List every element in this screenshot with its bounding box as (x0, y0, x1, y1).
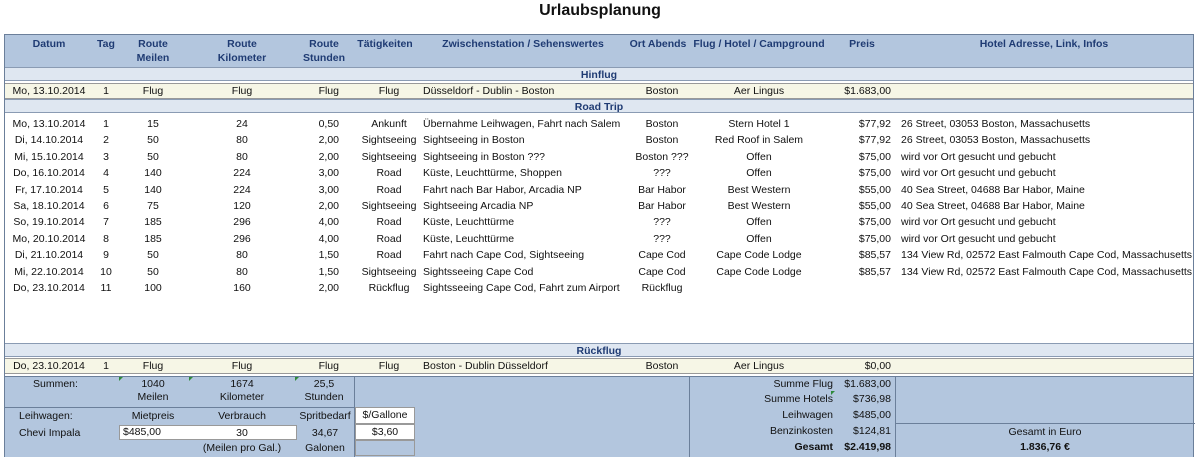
cell-flug-hotel: Red Roof in Salem (714, 134, 804, 147)
cell-stunden: 4,00 (318, 216, 339, 229)
cell-tag: 10 (100, 265, 112, 278)
cell-preis: $77,92 (858, 118, 891, 130)
cell-flug-hotel: Aer Lingus (733, 360, 785, 372)
cell-km: Flug (231, 85, 253, 97)
header-preis: Preis (849, 38, 875, 50)
table-row (5, 83, 1193, 99)
header-taetigkeiten: Tätigkeiten (357, 38, 413, 50)
cell-adresse: 26 Street, 03053 Boston, Massachusetts (901, 118, 1091, 130)
cell-taetigkeit: Ankunft (371, 118, 407, 130)
verbrauch-label: Verbrauch (218, 410, 266, 422)
cell-km: 80 (236, 265, 248, 278)
comment-marker (295, 377, 299, 381)
cell-stunden: Flug (318, 85, 339, 97)
cell-flug-hotel: Offen (746, 150, 772, 163)
cell-datum: Do, 16.10.2014 (13, 167, 85, 180)
sum-stunden-unit: Stunden (304, 391, 344, 403)
cell-ort-abends: ??? (653, 232, 671, 245)
cell-zwischenstation: Sightsseeing Cape Cod, Fahrt zum Airport (423, 282, 620, 294)
cell-zwischenstation: Sightseeing Arcadia NP (423, 200, 534, 212)
spritbedarf-value: 34,67 (311, 427, 339, 439)
cell-meilen: 50 (147, 134, 159, 147)
benzin-value: $124,81 (853, 425, 891, 437)
cell-tag: 4 (103, 167, 109, 180)
cell-datum: Do, 23.10.2014 (13, 360, 85, 372)
cell-zwischenstation: Fahrt nach Cape Cod, Sightseeing (423, 249, 585, 262)
cell-taetigkeit: Road (376, 183, 402, 196)
cell-km: 24 (236, 118, 248, 130)
empty-cell (355, 440, 415, 456)
sum-km-unit: Kilometer (219, 391, 265, 403)
cell-flug-hotel: Best Western (727, 200, 791, 212)
cell-stunden: Flug (318, 360, 339, 372)
table-row (5, 265, 1193, 281)
gesamt-label: Gesamt (794, 441, 833, 453)
header-zwischenstation: Zwischenstation / Sehenswertes (442, 38, 604, 50)
leihwagen-label: Leihwagen: (19, 410, 73, 422)
cell-zwischenstation: Küste, Leuchttürme (423, 216, 515, 229)
gesamt-value: $2.419,98 (844, 441, 891, 453)
cell-preis: $85,57 (858, 265, 891, 278)
cell-meilen: 50 (147, 150, 159, 163)
table-row (5, 281, 1193, 297)
cell-tag: 7 (103, 216, 109, 229)
leihwagen-sum-label: Leihwagen (782, 409, 833, 421)
cell-tag: 5 (103, 183, 109, 196)
cell-taetigkeit: Sightseeing (361, 134, 417, 147)
cell-stunden: 2,00 (318, 134, 339, 147)
summe-hotels-label: Summe Hotels (764, 393, 833, 405)
cell-tag: 1 (103, 118, 109, 130)
summe-hotels-value: $736,98 (853, 393, 891, 405)
cell-stunden: 2,00 (318, 282, 339, 294)
header-datum: Datum (32, 38, 66, 50)
cell-stunden: 3,00 (318, 183, 339, 196)
sum-stunden-value: 25,5 (313, 378, 335, 390)
cell-zwischenstation: Küste, Leuchttürme, Shoppen (423, 167, 562, 180)
summe-flug-value: $1.683,00 (844, 378, 891, 390)
cell-datum: Do, 23.10.2014 (13, 282, 85, 294)
cell-taetigkeit: Road (376, 167, 402, 180)
cell-ort-abends: Cape Cod (638, 249, 686, 262)
cell-flug-hotel: Offen (746, 167, 772, 180)
table-row (5, 117, 1193, 133)
cell-km: 160 (233, 282, 251, 294)
cell-flug-hotel: Cape Code Lodge (716, 265, 802, 278)
header-route-meilen: Route Meilen (136, 38, 170, 64)
table-row (5, 358, 1193, 374)
header-adresse: Hotel Adresse, Link, Infos (979, 38, 1109, 50)
cell-meilen: 100 (144, 282, 162, 294)
cell-datum: Sa, 18.10.2014 (13, 200, 85, 212)
cell-km: 120 (233, 200, 251, 212)
spritbedarf-label: Spritbedarf (299, 410, 351, 422)
cell-stunden: 1,50 (318, 249, 339, 262)
cell-taetigkeit: Flug (378, 360, 400, 372)
cell-preis: $55,00 (858, 200, 891, 212)
cell-flug-hotel: Best Western (727, 183, 791, 196)
table-row (5, 199, 1193, 215)
gallone-field[interactable]: $3,60 (355, 424, 415, 440)
euro-label: Gesamt in Euro (1008, 426, 1082, 438)
cell-adresse: 134 View Rd, 02572 East Falmouth Cape Cod, Massachusetts (901, 265, 1193, 278)
verbrauch-value[interactable]: 30 (236, 427, 248, 439)
section-hinflug: Hinflug (5, 67, 1193, 81)
cell-taetigkeit: Sightseeing (361, 265, 417, 278)
cell-stunden: 1,50 (318, 265, 339, 278)
summary-area (5, 376, 1193, 457)
cell-taetigkeit: Flug (378, 85, 400, 97)
cell-tag: 8 (103, 232, 109, 245)
cell-zwischenstation: Düsseldorf - Dublin - Boston (423, 85, 555, 97)
cell-meilen: Flug (142, 360, 164, 372)
cell-taetigkeit: Rückflug (368, 282, 410, 294)
cell-zwischenstation: Küste, Leuchttürme (423, 232, 515, 245)
cell-ort-abends: ??? (653, 216, 671, 229)
cell-preis: $55,00 (858, 183, 891, 196)
page-title: Urlaubsplanung (539, 2, 661, 19)
cell-km: 296 (233, 216, 251, 229)
cell-datum: Fr, 17.10.2014 (15, 183, 83, 196)
comment-marker (119, 377, 123, 381)
cell-stunden: 3,00 (318, 167, 339, 180)
mietpreis-field[interactable]: $485,00 (119, 425, 297, 440)
table-row (5, 215, 1193, 231)
cell-flug-hotel: Offen (746, 232, 772, 245)
cell-km: 80 (236, 249, 248, 262)
table-row (5, 248, 1193, 264)
cell-preis: $75,00 (858, 232, 891, 245)
cell-stunden: 0,50 (318, 118, 339, 130)
cell-km: Flug (231, 360, 253, 372)
cell-km: 80 (236, 134, 248, 147)
table-row (5, 232, 1193, 248)
cell-preis: $75,00 (858, 150, 891, 163)
cell-datum: Mo, 13.10.2014 (12, 118, 86, 130)
cell-ort-abends: Cape Cod (638, 265, 686, 278)
cell-adresse: wird vor Ort gesucht und gebucht (901, 167, 1056, 180)
cell-tag: 6 (103, 200, 109, 212)
cell-datum: Di, 21.10.2014 (14, 249, 84, 262)
cell-meilen: 140 (144, 167, 162, 180)
cell-meilen: Flug (142, 85, 164, 97)
cell-ort-abends: Boston (645, 360, 679, 372)
cell-ort-abends: ??? (653, 167, 671, 180)
spritbedarf-unit: Galonen (305, 442, 345, 454)
cell-stunden: 2,00 (318, 200, 339, 212)
cell-preis: $77,92 (858, 134, 891, 147)
cell-zwischenstation: Sightseeing in Boston (423, 134, 525, 147)
table-row (5, 183, 1193, 199)
cell-taetigkeit: Road (376, 216, 402, 229)
cell-km: 80 (236, 150, 248, 163)
cell-datum: Mi, 22.10.2014 (14, 265, 84, 278)
sum-meilen-unit: Meilen (137, 391, 169, 403)
cell-tag: 1 (103, 360, 109, 372)
cell-adresse: wird vor Ort gesucht und gebucht (901, 150, 1056, 163)
cell-adresse: 40 Sea Street, 04688 Bar Habor, Maine (901, 183, 1085, 196)
cell-zwischenstation: Sightsseeing Cape Cod (423, 265, 534, 278)
cell-taetigkeit: Sightseeing (361, 150, 417, 163)
cell-preis: $75,00 (858, 216, 891, 229)
cell-km: 296 (233, 232, 251, 245)
header-route-km: Route Kilometer (217, 38, 267, 64)
cell-flug-hotel: Aer Lingus (733, 85, 785, 97)
cell-adresse: 40 Sea Street, 04688 Bar Habor, Maine (901, 200, 1085, 212)
cell-tag: 3 (103, 150, 109, 163)
cell-ort-abends: Boston (645, 134, 679, 147)
cell-taetigkeit: Road (376, 232, 402, 245)
cell-km: 224 (233, 183, 251, 196)
leihwagen-sum-value: $485,00 (853, 409, 891, 421)
cell-tag: 1 (103, 85, 109, 97)
section-rueckflug: Rückflug (5, 343, 1193, 357)
benzin-label: Benzinkosten (769, 425, 833, 437)
sum-km-value: 1674 (230, 378, 254, 390)
cell-meilen: 50 (147, 265, 159, 278)
spreadsheet (4, 34, 1194, 457)
table-row (5, 133, 1193, 149)
cell-zwischenstation: Übernahme Leihwagen, Fahrt nach Salem (423, 118, 621, 130)
cell-meilen: 75 (147, 200, 159, 212)
cell-datum: So, 19.10.2014 (13, 216, 85, 229)
cell-ort-abends: Bar Habor (638, 183, 686, 196)
cell-ort-abends: Boston (645, 85, 679, 97)
cell-flug-hotel: Stern Hotel 1 (728, 118, 790, 130)
cell-taetigkeit: Road (376, 249, 402, 262)
table-row (5, 150, 1193, 166)
cell-ort-abends: Boston (645, 118, 679, 130)
cell-preis: $75,00 (858, 167, 891, 180)
summe-flug-label: Summe Flug (773, 378, 833, 390)
cell-meilen: 185 (144, 216, 162, 229)
cell-tag: 11 (100, 282, 112, 294)
comment-marker (189, 377, 193, 381)
cell-adresse: 134 View Rd, 02572 East Falmouth Cape Cod, Massachusetts (901, 249, 1193, 262)
cell-meilen: 185 (144, 232, 162, 245)
cell-tag: 9 (103, 249, 109, 262)
cell-preis: $85,57 (858, 249, 891, 262)
cell-meilen: 140 (144, 183, 162, 196)
car-name: Chevi Impala (19, 427, 81, 439)
cell-zwischenstation: Sightseeing in Boston ??? (423, 150, 546, 163)
cell-ort-abends: Boston ??? (635, 150, 689, 163)
cell-meilen: 15 (147, 118, 159, 130)
table-row (5, 166, 1193, 182)
euro-value: 1.836,76 € (1020, 441, 1070, 453)
cell-ort-abends: Rückflug (641, 282, 683, 294)
header-flug-hotel: Flug / Hotel / Campground (693, 38, 825, 50)
cell-preis: $1.683,00 (844, 85, 891, 97)
verbrauch-unit: (Meilen pro Gal.) (202, 442, 282, 454)
cell-km: 224 (233, 167, 251, 180)
cell-datum: Mo, 20.10.2014 (12, 232, 86, 245)
gallone-label: $/Gallone (355, 407, 415, 424)
cell-taetigkeit: Sightseeing (361, 200, 417, 212)
cell-adresse: wird vor Ort gesucht und gebucht (901, 216, 1056, 229)
cell-datum: Di, 14.10.2014 (14, 134, 84, 147)
sum-meilen-value: 1040 (141, 378, 165, 390)
cell-zwischenstation: Fahrt nach Bar Habor, Arcadia NP (423, 183, 582, 196)
cell-preis: $0,00 (864, 360, 891, 372)
cell-datum: Mi, 15.10.2014 (14, 150, 84, 163)
cell-flug-hotel: Cape Code Lodge (716, 249, 802, 262)
header-row (5, 35, 1193, 68)
cell-adresse: wird vor Ort gesucht und gebucht (901, 232, 1056, 245)
cell-datum: Mo, 13.10.2014 (12, 85, 86, 97)
summen-label: Summen: (33, 378, 78, 390)
cell-zwischenstation: Boston - Dublin Düsseldorf (423, 360, 548, 372)
cell-adresse: 26 Street, 03053 Boston, Massachusetts (901, 134, 1091, 147)
cell-ort-abends: Bar Habor (638, 200, 686, 212)
cell-flug-hotel: Offen (746, 216, 772, 229)
header-route-stunden: Route Stunden (303, 38, 345, 64)
mietpreis-label: Mietpreis (131, 410, 175, 422)
cell-tag: 2 (103, 134, 109, 147)
comment-marker (831, 391, 835, 395)
header-tag: Tag (97, 38, 115, 50)
cell-meilen: 50 (147, 249, 159, 262)
section-road-trip: Road Trip (5, 99, 1193, 113)
cell-stunden: 4,00 (318, 232, 339, 245)
header-ort-abends: Ort Abends (629, 38, 687, 50)
cell-stunden: 2,00 (318, 150, 339, 163)
